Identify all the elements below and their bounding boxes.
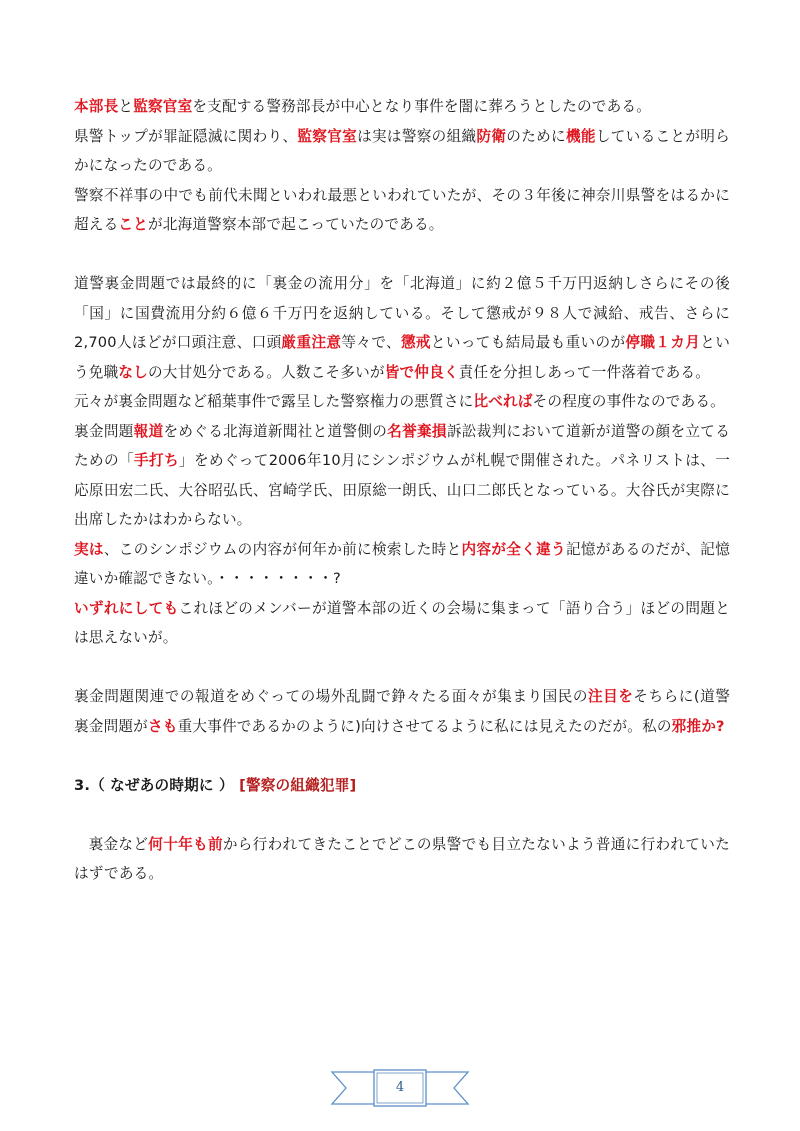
section-heading: [74, 771, 730, 801]
text-run: 訴訟裁判において道新が道警の顔を立てるための「: [74, 422, 730, 469]
paragraph-gap: [74, 800, 730, 830]
paragraph: [74, 92, 730, 122]
highlighted-text: 厳重注意: [281, 334, 342, 351]
text-run: 県警トップが罪証隠滅に関わり、: [74, 127, 298, 145]
text-run: その程度の事件なのである。: [532, 393, 725, 410]
text-run: 責任を分担しあって一件落着である。: [458, 363, 711, 381]
paragraph: [74, 682, 730, 741]
text-run: が北海道警察本部で起こっていたのである。: [147, 216, 444, 233]
highlighted-text: 監察官室: [297, 127, 358, 145]
paragraph: [74, 830, 730, 889]
highlighted-text: 報道: [133, 422, 164, 440]
text-run: をめぐる北海道新聞社と道警側の: [163, 422, 388, 440]
highlighted-text: 懲戒: [400, 334, 431, 351]
highlighted-text: 何十年も前: [148, 835, 223, 853]
highlighted-text: 内容が全く違う: [461, 540, 566, 558]
paragraph-gap: [74, 240, 730, 270]
highlighted-text: 皆で仲良く: [384, 363, 459, 381]
text-run: という免職: [74, 334, 730, 381]
text-run: そちらに(道警裏金問題が: [74, 688, 730, 735]
paragraph-gap: [74, 741, 730, 771]
paragraph: [74, 122, 730, 181]
paragraph: [74, 417, 730, 535]
paragraph-gap: [74, 653, 730, 683]
paragraph: [74, 594, 730, 653]
text-run: 、このシンポジウムの内容が何年か前に検索した時と: [103, 540, 462, 558]
highlighted-text: なし: [118, 363, 148, 381]
text-run: は実は警察の組織: [357, 127, 477, 145]
highlighted-text: 注目を: [587, 688, 634, 705]
text-run: 記憶があるのだが、記憶違いか確認できない。・・・・・・・・?: [74, 540, 731, 587]
highlighted-text: 比べれば: [473, 393, 533, 410]
highlighted-text: 実は: [74, 540, 104, 558]
highlighted-text: [警察の組織犯罪]: [239, 776, 357, 794]
text-run: 重大事件であるかのように)向けさせてるように私には見えたのだが。私の: [177, 717, 672, 735]
text-run: 裏金問題関連での報道をめぐっての場外乱闘で錚々たる面々が集まり国民の: [74, 688, 588, 705]
text-run: 」をめぐって2006年10月にシンポジウムが札幌で開催された。パネリストは、一応原田宏二氏、大谷昭弘氏、宮崎学氏、田原総一朗氏、山口二郎氏となっている。大谷氏が実際に出席したかはわからない。: [74, 452, 730, 528]
highlighted-text: 防衛: [476, 127, 507, 145]
page-number: 4: [395, 1080, 405, 1095]
highlighted-text: 邪推か?: [671, 717, 725, 735]
text-run: 警察不祥事の中でも前代未聞といわれ最悪といわれていたが、その３年後に神奈川県警をはるかに超える: [74, 186, 730, 233]
paragraph: [74, 387, 730, 417]
highlighted-text: 本部長: [74, 98, 119, 115]
text-run: 裏金など: [88, 835, 149, 853]
text-run: 等々で、: [341, 334, 401, 351]
highlighted-text: いずれにしても: [74, 599, 179, 617]
highlighted-text: こと: [118, 216, 148, 233]
text-run: していることが明らかになったのである。: [74, 127, 730, 174]
text-run: の大甘処分である。人数こそ多いが: [147, 363, 385, 381]
highlighted-text: 機能: [565, 127, 596, 145]
paragraph: [74, 181, 730, 240]
highlighted-text: 停職１カ月: [625, 334, 701, 351]
highlighted-text: 名誉棄損: [387, 422, 447, 440]
highlighted-text: 手打ち: [134, 452, 179, 469]
text-run: と: [118, 98, 134, 115]
text-run: から行われてきたことでどこの県警でも目立たないよう普通に行われていたはずである。: [74, 835, 730, 882]
text-run: を支配する警務部長が中心となり事件を闇に葬ろうとしたのである。: [192, 98, 651, 115]
paragraph: [74, 535, 730, 594]
highlighted-text: 監察官室: [133, 98, 193, 115]
text-run: 道警裏金問題では最終的に「裏金の流用分」を「北海道」に約２億５千万円返納しさらにその後「国」に国費流用分約６億６千万円を返納している。そして懲戒が９８人で減給、戒告、さらに2,700人ほどが口頭注意、口頭: [74, 275, 730, 351]
text-run: といっても結局最も重いのが: [430, 334, 626, 351]
text-run: のために: [506, 127, 566, 145]
text-run: 3.（ なぜあの時期に ）: [74, 776, 240, 794]
text-run: 裏金問題: [74, 422, 134, 440]
text-run: 元々が裏金問題など稲葉事件で露呈した警察権力の悪質さに: [74, 393, 474, 410]
text-run: これほどのメンバーが道警本部の近くの会場に集まって「語り合う」ほどの問題とは思えないが。: [74, 599, 730, 646]
document-body: [74, 92, 730, 889]
paragraph: [74, 269, 730, 387]
highlighted-text: さも: [147, 717, 178, 735]
